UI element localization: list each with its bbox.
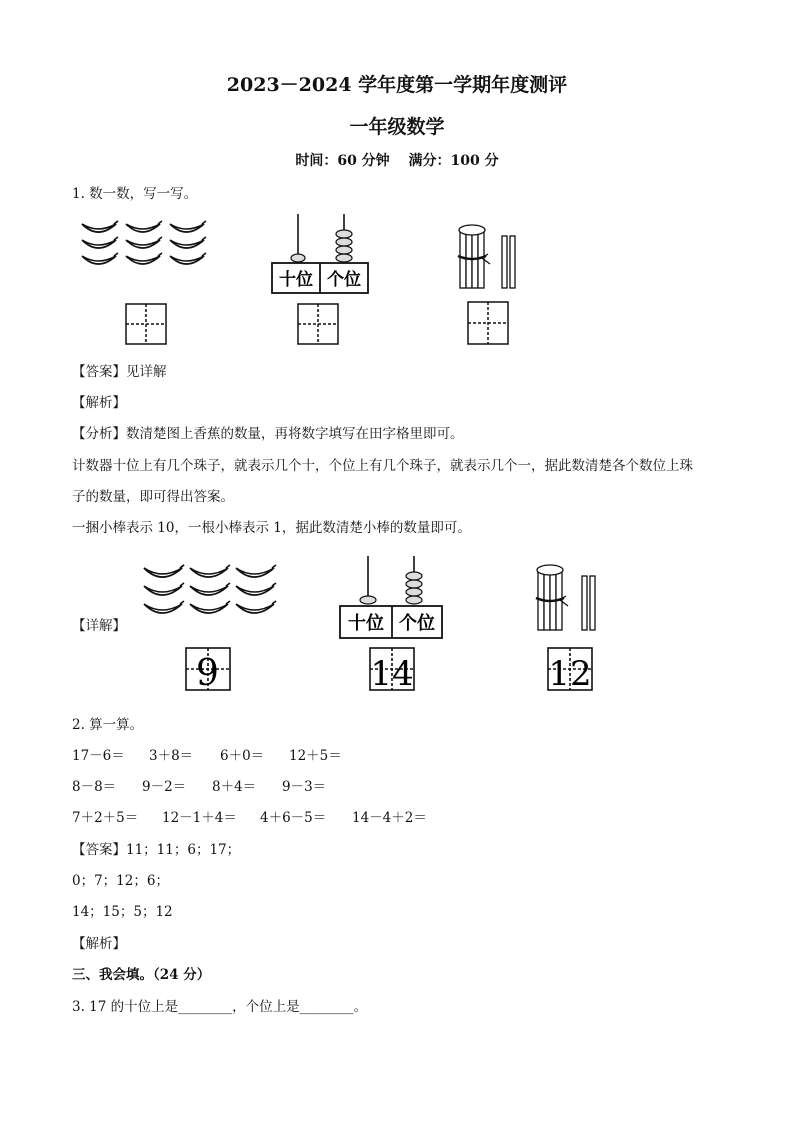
section-heading: 三、我会填。（24 分） [72,967,211,983]
math-expression: 14－4＋2＝ [352,810,427,826]
q2-answer [72,838,240,858]
fenxi-tag: 【分析】 [72,426,126,442]
math-expression: 9－3＝ [282,779,327,795]
fenxi-text: 数清楚图上香蕉的数量，再将数字填写在田字格里即可。 [126,426,464,442]
q1-analysis-tag: 【解析】 [72,395,126,411]
page-title: 2023－2024 学年度第一学期年度测评 [226,74,568,96]
stick-bundle-icon [536,565,568,630]
q2-prompt: 2. 算一算。 [72,717,144,733]
math-expression: 3＋8＝ [149,748,194,764]
math-expression: 12＋5＝ [289,748,342,764]
abacus-beads [360,572,422,604]
banana-figure [78,218,218,348]
math-expression: 6＋0＝ [220,748,265,764]
banana-icons [82,221,206,264]
answer-digit: 9 [196,653,219,694]
abacus-beads [291,230,352,262]
answer-tag: 【答案】 [72,842,126,858]
single-stick-icon [502,236,515,288]
q1-detail-tag: 【详解】 [72,618,126,634]
abacus-figure [268,210,378,350]
q2-analysis-tag: 【解析】 [72,936,126,952]
q2-answer-line: 14；15；5；12 [72,904,173,920]
answer-text: 见详解 [126,364,167,380]
q2-answer-line: 0；7；12；6； [72,873,169,889]
banana-figure-answer [140,560,285,695]
stick-bundle-icon [458,225,490,288]
math-expression: 8＋4＝ [212,779,257,795]
tianzige-box [468,302,508,344]
tianzige-box [298,304,338,344]
math-expression: 12－1＋4＝ [162,810,237,826]
q1-prompt: 1. 数一数，写一写。 [72,186,198,202]
page-subtitle: 一年级数学 [349,116,445,138]
abacus-tens-label: 十位 [348,613,384,634]
tianzige-box [126,304,166,344]
answer-digit: 14 [370,654,414,694]
answer-tag: 【答案】 [72,364,126,380]
math-expression: 17－6＝ [72,748,125,764]
math-expression: 8－8＝ [72,779,117,795]
q1-fenxi [72,422,464,442]
answer-text: 11；11；6；17； [126,842,241,858]
abacus-ones-label: 个位 [399,613,435,634]
answer-digit: 12 [548,654,592,694]
sticks-figure [452,222,532,348]
abacus-tens-label: 十位 [279,270,313,290]
q3-prompt: 3. 17 的十位上是________，个位上是________。 [72,999,368,1015]
single-stick-icon [582,576,595,630]
math-expression: 4＋6－5＝ [260,810,327,826]
exam-time-info: 时间：60 分钟 满分：100 分 [295,153,499,169]
q1-explanation-line: 一捆小棒表示 10，一根小棒表示 1，据此数清楚小棒的数量即可。 [72,520,471,536]
q1-explanation-line: 计数器十位上有几个珠子，就表示几个十，个位上有几个珠子，就表示几个一，据此数清楚各个数位上珠 [72,458,693,474]
abacus-figure-answer [336,552,448,694]
q1-explanation-line: 子的数量，即可得出答案。 [72,489,234,505]
sticks-figure-answer [530,562,612,694]
math-expression: 7＋2＋5＝ [72,810,139,826]
q1-answer [72,360,167,380]
banana-icons [144,565,276,613]
math-expression: 9－2＝ [142,779,187,795]
abacus-ones-label: 个位 [327,270,361,290]
